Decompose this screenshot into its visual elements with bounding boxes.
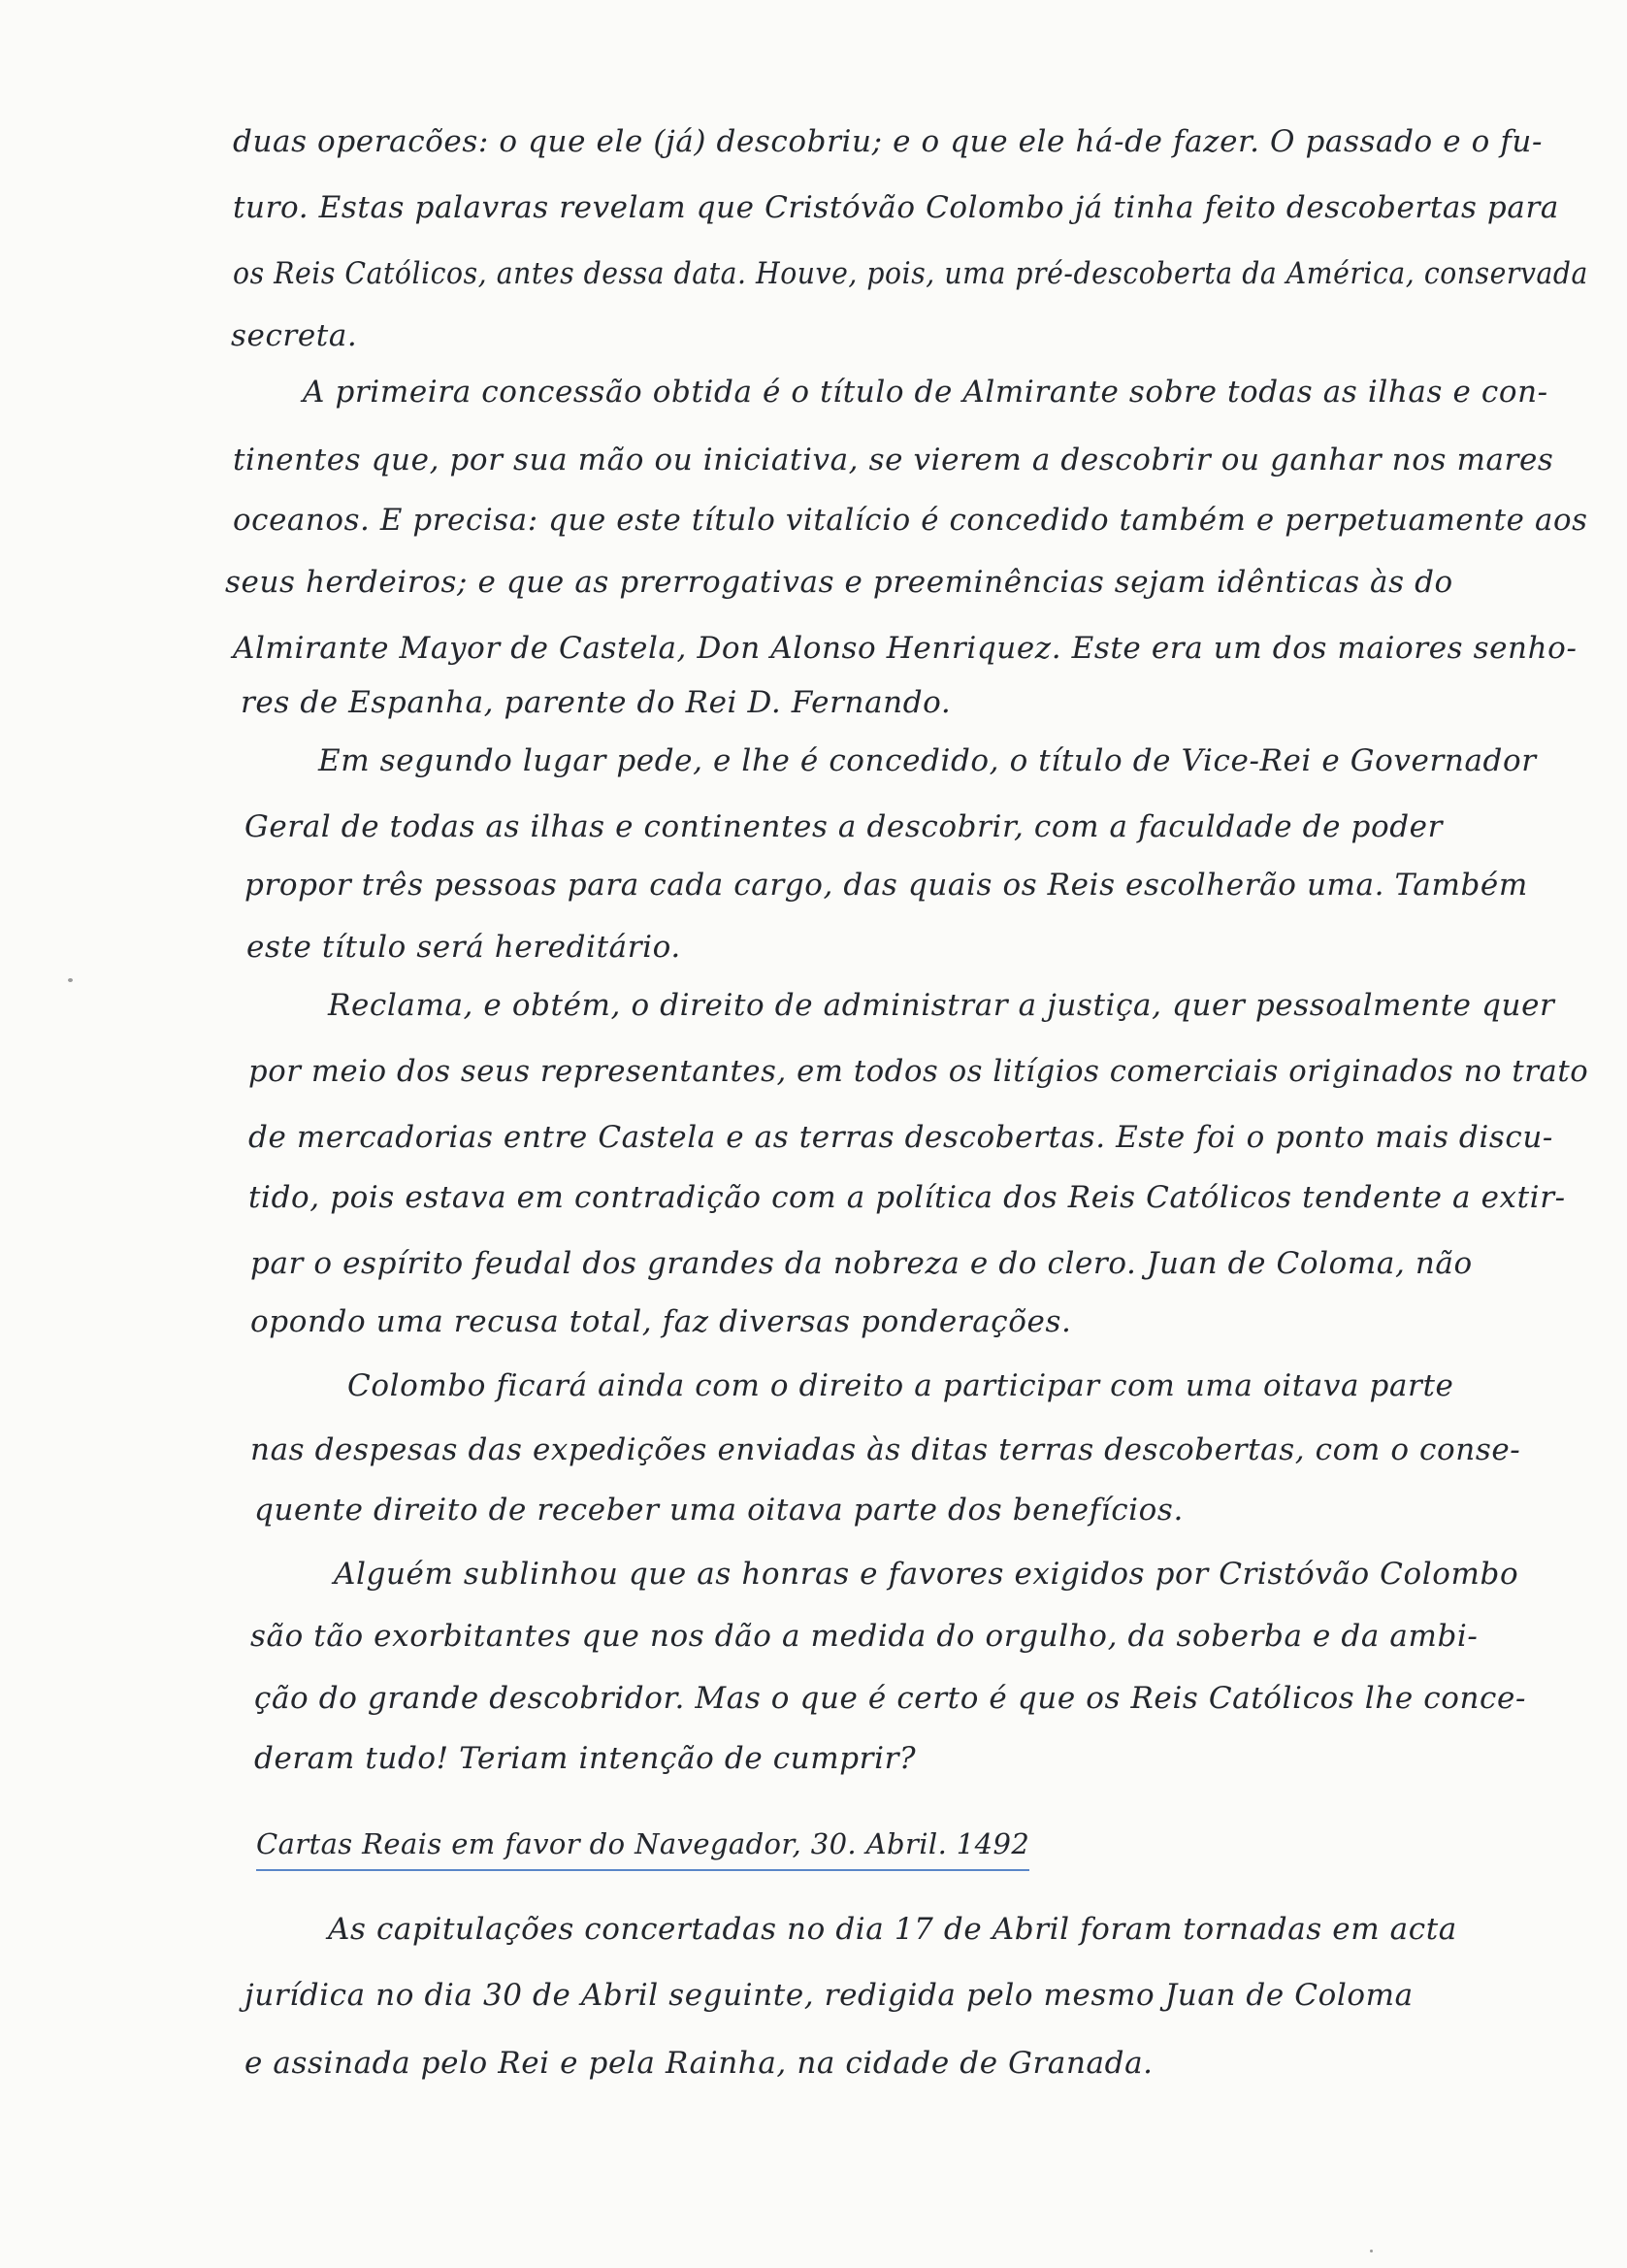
text-line: são tão exorbitantes que nos dão a medida do orgulho, da soberba e da ambi- (250, 1619, 1479, 1654)
text-line: duas operacões: o que ele (já) descobriu; e o que ele há-de fazer. O passado e o fu- (233, 124, 1544, 159)
text-line: tinentes que, por sua mão ou iniciativa, se vierem a descobrir ou ganhar nos mares (233, 443, 1554, 477)
paper-speck (1370, 2250, 1373, 2252)
text-line: res de Espanha, parente do Rei D. Fernando. (241, 685, 952, 720)
text-line: de mercadorias entre Castela e as terras descobertas. Este foi o ponto mais discu- (248, 1120, 1553, 1155)
text-line: turo. Estas palavras revelam que Cristóvão Colombo já tinha feito descobertas para (233, 190, 1559, 225)
text-line: tido, pois estava em contradição com a política dos Reis Católicos tendente a extir- (248, 1180, 1566, 1215)
text-line: oceanos. E precisa: que este título vitalício é concedido também e perpetuamente aos (233, 503, 1588, 538)
text-line: secreta. (231, 318, 358, 353)
text-line: opondo uma recusa total, faz diversas ponderações. (250, 1304, 1072, 1339)
text-line: por meio dos seus representantes, em todos os litígios comerciais originados no trato (248, 1054, 1589, 1089)
section-heading: Cartas Reais em favor do Navegador, 30. Abril. 1492 (256, 1824, 1029, 1871)
text-line: propor três pessoas para cada cargo, das quais os Reis escolherão uma. Também (244, 868, 1528, 903)
text-line: As capitulações concertadas no dia 17 de Abril foram tornadas em acta (328, 1912, 1457, 1947)
text-line: par o espírito feudal dos grandes da nobreza e do clero. Juan de Coloma, não (250, 1246, 1473, 1281)
text-line: Reclama, e obtém, o direito de administrar a justiça, quer pessoalmente quer (328, 988, 1555, 1023)
text-line: Geral de todas as ilhas e continentes a descobrir, com a faculdade de poder (244, 809, 1444, 844)
text-line: Almirante Mayor de Castela, Don Alonso Henriquez. Este era um dos maiores senho- (233, 631, 1578, 666)
paper-speck (68, 978, 73, 982)
text-line: A primeira concessão obtida é o título de Almirante sobre todas as ilhas e con- (303, 375, 1548, 410)
text-line: e assinada pelo Rei e pela Rainha, na cidade de Granada. (244, 2046, 1154, 2081)
text-line: este título será hereditário. (246, 930, 681, 965)
text-line: jurídica no dia 30 de Abril seguinte, redigida pelo mesmo Juan de Coloma (244, 1978, 1414, 2013)
text-line: Alguém sublinhou que as honras e favores exigidos por Cristóvão Colombo (334, 1557, 1519, 1592)
text-line: Em segundo lugar pede, e lhe é concedido, o título de Vice-Rei e Governador (318, 743, 1537, 778)
text-line: nas despesas das expedições enviadas às ditas terras descobertas, com o conse- (250, 1432, 1521, 1467)
text-line: Colombo ficará ainda com o direito a participar com uma oitava parte (347, 1368, 1454, 1403)
text-line: seus herdeiros; e que as prerrogativas e preeminências sejam idênticas às do (225, 565, 1453, 600)
text-line: quente direito de receber uma oitava parte dos benefícios. (254, 1493, 1184, 1528)
text-line: ção do grande descobridor. Mas o que é certo é que os Reis Católicos lhe conce- (254, 1681, 1527, 1716)
text-line: deram tudo! Teriam intenção de cumprir? (254, 1741, 917, 1776)
text-line: os Reis Católicos, antes dessa data. Houve, pois, uma pré-descoberta da América, conservada (233, 256, 1588, 291)
